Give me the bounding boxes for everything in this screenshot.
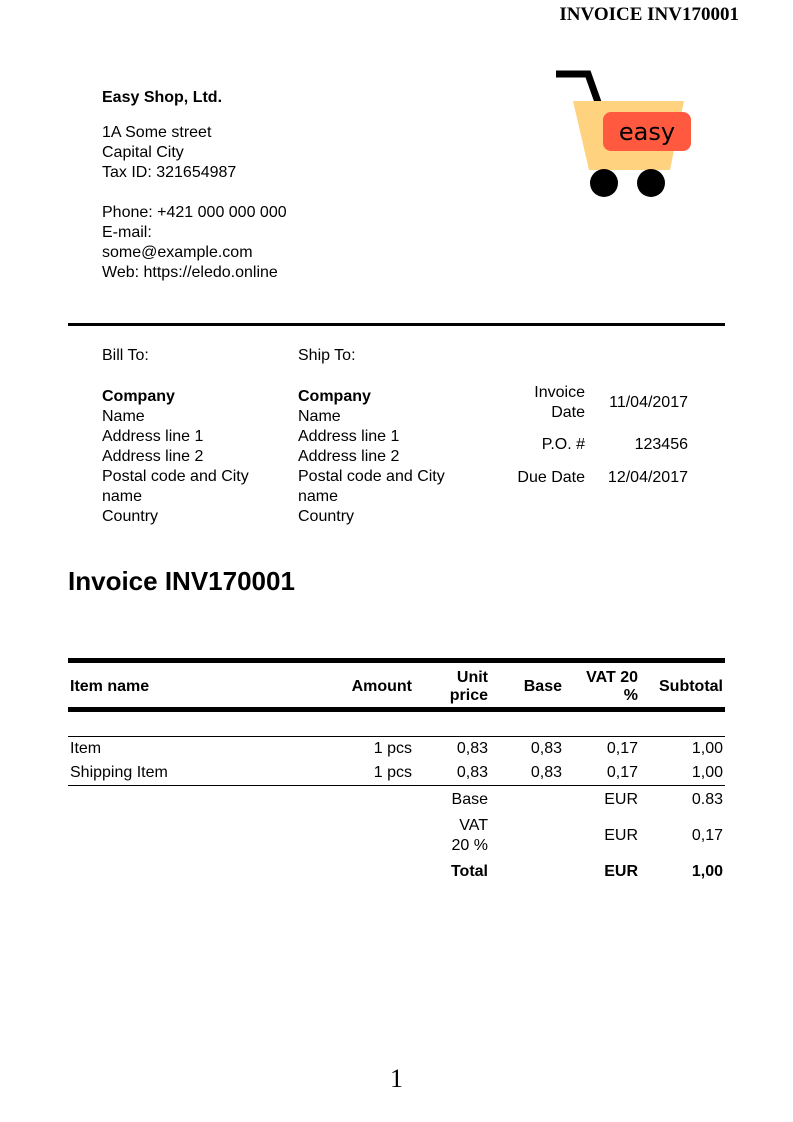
header-subtotal: Subtotal (640, 661, 725, 710)
seller-web: Web: https://eledo.online (102, 264, 278, 281)
item-subtotal: 1,00 (640, 761, 725, 786)
seller-city: Capital City (102, 144, 184, 161)
summary-total-row (68, 858, 725, 884)
summary-vat-value: 0,17 (691, 827, 723, 844)
summary-base-row (68, 786, 725, 813)
table-spacer-row (68, 710, 725, 737)
po-value: 123456 (634, 436, 688, 453)
ship-to-address2: Address line 2 (298, 448, 400, 465)
header-amount: Amount (338, 661, 414, 710)
header-item-name: Item name (68, 661, 338, 710)
due-date-label: Due Date (517, 469, 585, 486)
bill-to-postal: Postal code and City name (102, 468, 249, 505)
bill-to-name: Name (102, 408, 145, 425)
ship-to-name: Name (298, 408, 341, 425)
ship-to-company: Company (298, 388, 371, 405)
seller-street: 1A Some street (102, 124, 212, 141)
seller-phone: Phone: +421 000 000 000 (102, 204, 287, 221)
bill-to-label: Bill To: (102, 347, 149, 364)
summary-base-label: Base (451, 791, 488, 808)
seller-info (102, 88, 287, 283)
invoice-date-label: Invoice Date (534, 384, 585, 421)
ship-to-label: Ship To: (298, 347, 356, 364)
header-unit-price: Unit price (414, 661, 490, 710)
header-base: Base (490, 661, 564, 710)
item-name: Item (70, 740, 102, 757)
document-header-title: INVOICE INV170001 (559, 4, 739, 25)
invoice-heading: Invoice INV170001 (68, 566, 295, 596)
item-vat: 0,17 (606, 740, 638, 757)
item-subtotal: 1,00 (691, 740, 723, 757)
cart-handle (556, 74, 599, 105)
table-header-row (68, 661, 725, 710)
item-unit-price: 0,83 (456, 740, 488, 757)
item-vat: 0,17 (564, 761, 640, 786)
summary-total-currency: EUR (604, 863, 638, 880)
item-base: 0,83 (530, 740, 562, 757)
invoice-items-table (68, 658, 725, 884)
summary-total-value: 1,00 (691, 863, 723, 880)
bill-to-address (102, 387, 282, 527)
logo-text: easy (618, 118, 676, 146)
seller-name: Easy Shop, Ltd. (102, 89, 223, 106)
summary-base-currency: EUR (604, 791, 638, 808)
seller-email: some@example.com (102, 244, 253, 261)
summary-vat-row (68, 812, 725, 858)
ship-to-address1: Address line 1 (298, 428, 400, 445)
page-number: 1 (390, 1064, 403, 1093)
bill-to-company: Company (102, 388, 175, 405)
bill-to-address2: Address line 2 (102, 448, 204, 465)
item-base: 0,83 (490, 761, 564, 786)
seller-tax-id: Tax ID: 321654987 (102, 164, 237, 181)
header-vat: VAT 20 % (564, 661, 640, 710)
cart-wheel-right (637, 169, 665, 197)
invoice-date-value: 11/04/2017 (609, 394, 688, 411)
section-divider (68, 323, 725, 326)
item-amount: 1 pcs (373, 740, 412, 757)
due-date-value: 12/04/2017 (607, 469, 688, 486)
po-label: P.O. # (541, 436, 585, 453)
summary-vat-label: VAT 20 % (451, 817, 488, 854)
shopping-cart-logo-icon (555, 70, 695, 200)
ship-to-country: Country (298, 508, 355, 525)
item-unit-price: 0,83 (414, 761, 490, 786)
ship-to-postal: Postal code and City name (298, 468, 445, 505)
cart-wheel-left (590, 169, 618, 197)
item-amount: 1 pcs (338, 761, 414, 786)
summary-vat-currency: EUR (604, 827, 638, 844)
summary-total-label: Total (450, 863, 488, 880)
table-row (68, 737, 725, 762)
seller-email-label: E-mail: (102, 224, 152, 241)
table-row (68, 761, 725, 786)
bill-to-address1: Address line 1 (102, 428, 204, 445)
summary-base-value: 0.83 (691, 791, 723, 808)
item-name: Shipping Item (68, 761, 338, 786)
invoice-meta (505, 382, 688, 492)
ship-to-address (298, 387, 478, 527)
bill-to-country: Country (102, 508, 159, 525)
